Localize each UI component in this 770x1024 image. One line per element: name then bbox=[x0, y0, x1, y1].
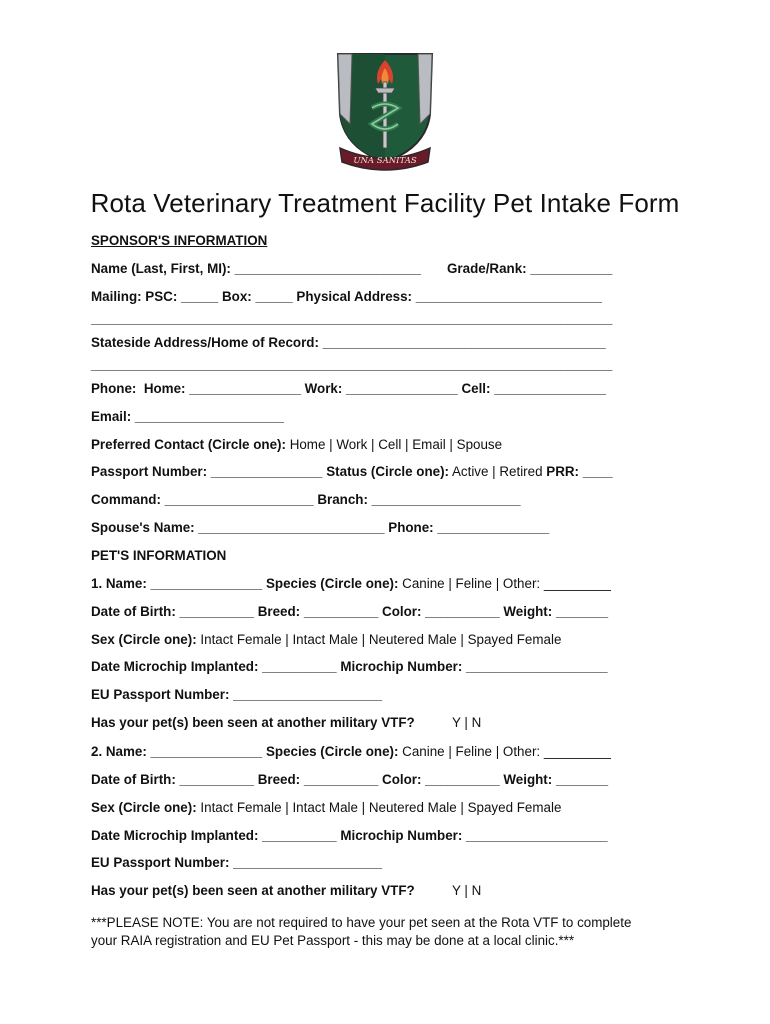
email-field[interactable]: Email: ____________________ bbox=[91, 409, 284, 424]
pet-1-sex-options[interactable]: Intact Female | Intact Male | Neutered Male | Spayed Female bbox=[200, 632, 562, 647]
passport-status-row bbox=[91, 464, 613, 480]
prr-field[interactable]: PRR: ____ bbox=[546, 464, 613, 479]
mailing-address-blank-line[interactable]: ______________________________________________________________________ bbox=[91, 311, 613, 326]
pet-2-sex-label: Sex (Circle one): bbox=[91, 800, 197, 815]
pet-1-seen-question: Has your pet(s) been seen at another military VTF? bbox=[91, 715, 415, 730]
pet-2-name-species-row bbox=[91, 744, 611, 760]
please-note bbox=[91, 914, 691, 950]
mailing-address-field[interactable]: Mailing: PSC: _____ Box: _____ Physical Address: _________________________ bbox=[91, 289, 602, 304]
note-line-2: your RAIA registration and EU Pet Passport - this may be done at a local clinic.*** bbox=[91, 933, 575, 948]
pet-1-species-label: Species (Circle one): bbox=[265, 576, 399, 591]
preferred-contact-options[interactable]: Home | Work | Cell | Email | Spouse bbox=[289, 437, 503, 452]
stateside-address-field[interactable]: Stateside Address/Home of Record: ______________________________________ bbox=[91, 335, 606, 350]
pet-2-seen-options[interactable]: Y | N bbox=[452, 883, 482, 898]
note-line-1: ***PLEASE NOTE: You are not required to have your pet seen at the Rota VTF to complete bbox=[91, 915, 632, 930]
sponsor-heading: SPONSOR'S INFORMATION bbox=[91, 233, 268, 248]
spouse-fields[interactable]: Spouse's Name: _________________________ Phone: _______________ bbox=[91, 520, 550, 535]
grade-rank-field[interactable]: Grade/Rank: ___________ bbox=[447, 261, 613, 276]
pet-2-microchip-row[interactable]: Date Microchip Implanted: __________ Microchip Number: ___________________ bbox=[91, 828, 608, 843]
pet-2-sex-options[interactable]: Intact Female | Intact Male | Neutered Male | Spayed Female bbox=[200, 800, 562, 815]
pet-2-species-options[interactable]: Canine | Feline | Other: _________ bbox=[402, 744, 611, 759]
pet-2-eu-passport-field[interactable]: EU Passport Number: ____________________ bbox=[91, 855, 383, 870]
status-label: Status (Circle one): bbox=[326, 464, 449, 479]
stateside-address-blank-line[interactable]: ______________________________________________________________________ bbox=[91, 357, 613, 372]
sponsor-name-field[interactable]: Name (Last, First, MI): _________________________ bbox=[91, 261, 421, 276]
preferred-contact-label: Preferred Contact (Circle one): bbox=[91, 437, 286, 452]
pet-1-sex-row bbox=[91, 632, 561, 648]
form-title: Rota Veterinary Treatment Facility Pet Intake Form bbox=[90, 188, 680, 218]
passport-number-field[interactable]: Passport Number: _______________ bbox=[91, 464, 327, 479]
pet-2-name-field[interactable]: 2. Name: _______________ bbox=[91, 744, 266, 759]
status-options[interactable]: Active | Retired bbox=[451, 464, 543, 479]
crest-logo bbox=[330, 44, 440, 172]
pet-2-species-label: Species (Circle one): bbox=[265, 744, 399, 759]
command-branch-fields[interactable]: Command: ____________________ Branch: ____________________ bbox=[91, 492, 521, 507]
preferred-contact-row bbox=[91, 437, 502, 453]
phone-fields[interactable]: Phone: Home: _______________ Work: _______________ Cell: _______________ bbox=[91, 381, 606, 396]
pet-1-seen-options[interactable]: Y | N bbox=[452, 715, 482, 730]
pet-1-microchip-row[interactable]: Date Microchip Implanted: __________ Microchip Number: ___________________ bbox=[91, 659, 608, 674]
pet-1-name-species-row bbox=[91, 576, 611, 592]
pet-2-sex-row bbox=[91, 800, 561, 816]
crest-motto: UNA SANITAS bbox=[353, 156, 417, 166]
pet-1-name-field[interactable]: 1. Name: _______________ bbox=[91, 576, 266, 591]
pet-1-dob-breed-color-weight[interactable]: Date of Birth: __________ Breed: __________ Color: __________ Weight: _______ bbox=[91, 604, 609, 619]
pet-1-species-options[interactable]: Canine | Feline | Other: _________ bbox=[402, 576, 611, 591]
pet-2-seen-question: Has your pet(s) been seen at another military VTF? bbox=[91, 883, 415, 898]
pet-1-eu-passport-field[interactable]: EU Passport Number: ____________________ bbox=[91, 687, 383, 702]
pet-2-dob-breed-color-weight[interactable]: Date of Birth: __________ Breed: __________ Color: __________ Weight: _______ bbox=[91, 772, 609, 787]
pet-1-sex-label: Sex (Circle one): bbox=[91, 632, 197, 647]
pet-heading: PET'S INFORMATION bbox=[91, 548, 227, 563]
